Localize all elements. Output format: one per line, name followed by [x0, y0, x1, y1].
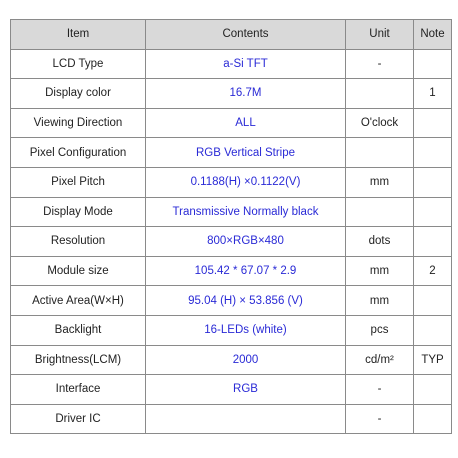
cell-item: Backlight	[11, 315, 146, 345]
cell-note: 2	[414, 256, 452, 286]
cell-unit	[346, 79, 414, 109]
cell-contents: a-Si TFT	[146, 49, 346, 79]
table-row	[11, 108, 452, 138]
table-row	[11, 404, 452, 434]
cell-unit: mm	[346, 167, 414, 197]
cell-item: Display color	[11, 79, 146, 109]
cell-contents: Transmissive Normally black	[146, 197, 346, 227]
table-row	[11, 256, 452, 286]
cell-contents: 2000	[146, 345, 346, 375]
cell-unit: -	[346, 375, 414, 405]
cell-item: Brightness(LCM)	[11, 345, 146, 375]
cell-unit: mm	[346, 286, 414, 316]
cell-item: Resolution	[11, 227, 146, 257]
cell-item: Module size	[11, 256, 146, 286]
table-row	[11, 286, 452, 316]
cell-contents: ALL	[146, 108, 346, 138]
cell-contents: 800×RGB×480	[146, 227, 346, 257]
cell-item: LCD Type	[11, 49, 146, 79]
table-row	[11, 197, 452, 227]
cell-unit	[346, 197, 414, 227]
header-item: Item	[11, 20, 146, 50]
cell-note	[414, 227, 452, 257]
cell-note	[414, 315, 452, 345]
cell-contents: 16.7M	[146, 79, 346, 109]
cell-contents: RGB	[146, 375, 346, 405]
specification-table	[10, 19, 452, 434]
cell-item: Viewing Direction	[11, 108, 146, 138]
cell-note	[414, 197, 452, 227]
cell-note	[414, 138, 452, 168]
cell-item: Display Mode	[11, 197, 146, 227]
table-row	[11, 138, 452, 168]
header-contents: Contents	[146, 20, 346, 50]
table-row	[11, 167, 452, 197]
header-unit: Unit	[346, 20, 414, 50]
cell-contents: 0.1188(H) ×0.1122(V)	[146, 167, 346, 197]
cell-unit: O'clock	[346, 108, 414, 138]
cell-unit: mm	[346, 256, 414, 286]
cell-unit: cd/m²	[346, 345, 414, 375]
cell-item: Pixel Configuration	[11, 138, 146, 168]
header-note: Note	[414, 20, 452, 50]
table-body	[11, 49, 452, 434]
table-row	[11, 375, 452, 405]
cell-note	[414, 108, 452, 138]
table-row	[11, 315, 452, 345]
cell-note	[414, 49, 452, 79]
cell-unit	[346, 138, 414, 168]
cell-unit: dots	[346, 227, 414, 257]
cell-note	[414, 375, 452, 405]
cell-item: Interface	[11, 375, 146, 405]
table-row	[11, 345, 452, 375]
cell-contents: RGB Vertical Stripe	[146, 138, 346, 168]
cell-unit: pcs	[346, 315, 414, 345]
cell-contents: 16-LEDs (white)	[146, 315, 346, 345]
table-row	[11, 49, 452, 79]
table-row	[11, 227, 452, 257]
cell-unit: -	[346, 49, 414, 79]
cell-item: Pixel Pitch	[11, 167, 146, 197]
cell-item: Driver IC	[11, 404, 146, 434]
cell-note	[414, 286, 452, 316]
cell-note	[414, 404, 452, 434]
cell-contents: 95.04 (H) × 53.856 (V)	[146, 286, 346, 316]
cell-note	[414, 167, 452, 197]
cell-contents: 105.42 * 67.07 * 2.9	[146, 256, 346, 286]
cell-unit: -	[346, 404, 414, 434]
table-row	[11, 79, 452, 109]
cell-contents	[146, 404, 346, 434]
table-header	[11, 20, 452, 50]
cell-item: Active Area(W×H)	[11, 286, 146, 316]
header-row	[11, 20, 452, 50]
cell-note: 1	[414, 79, 452, 109]
cell-note: TYP	[414, 345, 452, 375]
